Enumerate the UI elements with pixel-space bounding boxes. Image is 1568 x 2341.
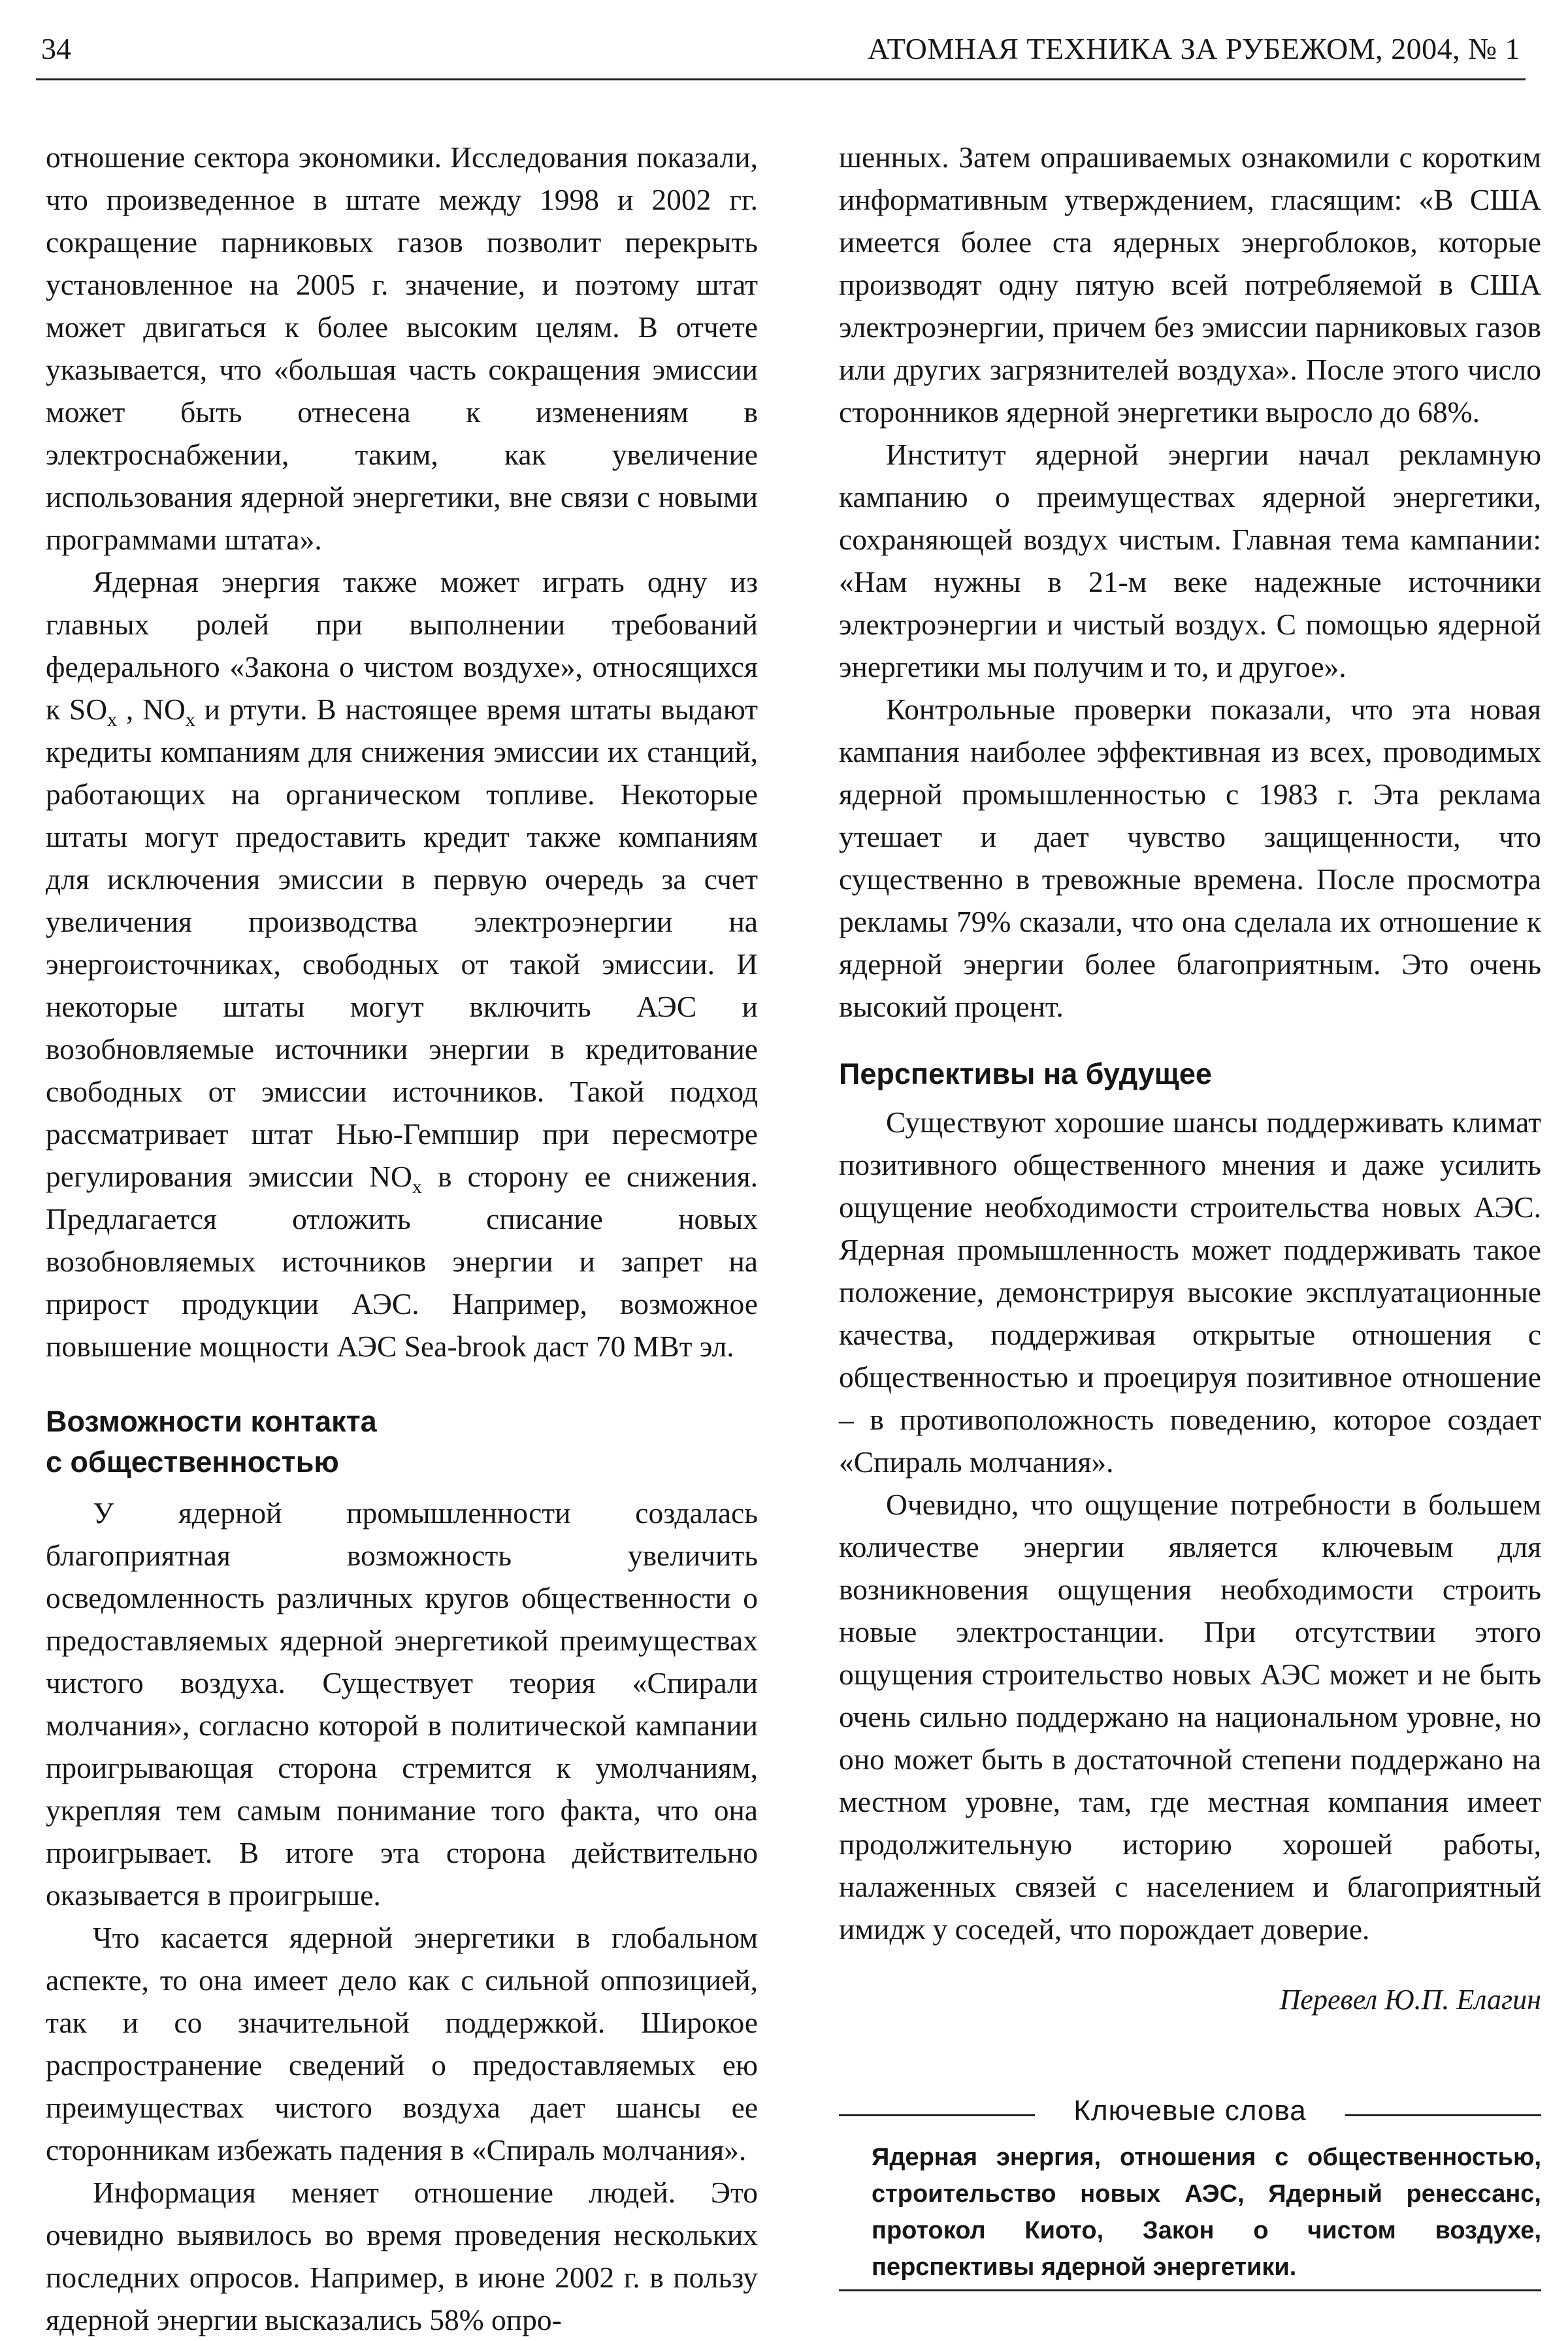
translator-signature: Перевел Ю.П. Елагин [1279, 1984, 1541, 2016]
keywords-heading [839, 2095, 1541, 2131]
heading-line: Возможности контакта [46, 1405, 377, 1438]
running-header [36, 26, 1526, 80]
paragraph: Информация меняет отношение людей. Это очевидно выявилось во время проведения нескольких последних опросов. Например, в июне 2002 г. в пользу ядерной энергии высказались 58% опро- [46, 2176, 758, 2336]
journal-title: АТОМНАЯ ТЕХНИКА ЗА РУБЕЖОМ, 2004, № 1 [867, 32, 1520, 65]
divider [1345, 2114, 1541, 2116]
paragraph: Существуют хорошие шансы поддерживать климат позитивного общественного мнения и даже усилить ощущение необходимости строительства новых АЭС. Ядерная промышленность может поддерживать такое положение, демонстрируя высокие эксплуатационные качества, поддерживая открытые отношения с общественностью и проецируя позитивное отношение – в противоположность поведению, которое создает «Спираль молчания». [839, 1105, 1541, 1479]
paragraph: У ядерной промышленности создалась благоприятная возможность увеличить осведомленность различных кругов общественности о предоставляемых ядерной энергетикой преимуществах чистого воздуха. Существует теория «Спирали молчания», согласно которой в политической кампании проигрывающая сторона стремится к умолчаниям, укрепляя тем самым понимание того факта, что она проигрывает. В итоге эта сторона действительно оказывается в проигрыше. [46, 1496, 758, 1912]
section-heading [46, 1401, 758, 1482]
paragraph: Контрольные проверки показали, что эта новая кампания наиболее эффективная из всех, проводимых ядерной промышленностью с 1983 г. Эта реклама утешает и дает чувство защищенности, что существенно в тревожные времена. После просмотра рекламы 79% сказали, что она сделала их отношение к ядерной энергии более благоприятным. Это очень высокий процент. [839, 693, 1541, 1023]
divider [839, 2114, 1035, 2116]
paragraph: Институт ядерной энергии начал рекламную кампанию о преимуществах ядерной энергетики, сохраняющей воздух чистым. Главная тема кампании: «Нам нужны в 21-м веке надежные источники электроэнергии и чистый воздух. С помощью ядерной энергетики мы получим и то, и другое». [839, 438, 1541, 683]
left-column [46, 136, 758, 2341]
keywords-text: Ядерная энергия, отношения с общественностью, строительство новых АЭС, Ядерный ренессанс, протокол Киото, Закон о чистом воздухе, перспективы ядерной энергетики. [839, 2139, 1541, 2291]
paragraph: Что касается ядерной энергетики в глобальном аспекте, то она имеет дело как с сильной оппозицией, так и со значительной поддержкой. Широкое распространение сведений о предоставляемых ею преимуществах чистого воздуха дает шансы ее сторонникам избежать падения в «Спираль молчания». [46, 1921, 758, 2167]
heading-line: с общественностью [46, 1445, 339, 1479]
paragraph: шенных. Затем опрашиваемых ознакомили с коротким информативным утверждением, гласящим: «В США имеется более ста ядерных энергоблоков, которые производят одну пятую всей потребляемой в США электроэнергии, причем без эмиссии парниковых газов или других загрязнителей воздуха». После этого число сторонников ядерной энергетики выросло до 68%. [839, 140, 1541, 429]
paragraph: отношение сектора экономики. Исследования показали, что произведенное в штате между 1998 и 2002 гг. сокращение парниковых газов позволит перекрыть установленное на 2005 г. значение, и поэтому штат может двигаться к более высоким целям. В отчете указывается, что «большая часть сокращения эмиссии может быть отнесена к изменениям в электроснабжении, таким, как увеличение использования ядерной энергетики, вне связи с новыми программами штата». [46, 140, 758, 556]
page-number: 34 [41, 32, 71, 65]
section-heading: Перспективы на будущее [839, 1057, 1212, 1090]
paragraph: Ядерная энергия также может играть одну из главных ролей при выполнении требований федерального «Закона о чистом воздухе», относящихся к $SO_x$ , $NO_x$ и ртути. В настоящее время штаты выдают кредиты компаниям для снижения эмиссии их станций, работающих на органическом топливе. Некоторые штаты могут предоставить кредит также компаниям для исключения эмиссии в первую очередь за счет увеличения производства электроэнергии на энергоисточниках, свободных от такой эмиссии. И некоторые штаты могут включить АЭС и возобновляемые источники энергии в кредитование свободных от эмиссии источников. Такой подход рассматривает штат Нью-Гемпшир при пересмотре регулирования эмиссии $NO_x$ в сторону ее снижения. Предлагается отложить списание новых возобновляемых источников энергии и запрет на прирост продукции АЭС. Например, возможное повышение мощности АЭС Sea-brook даст 70 МВт эл. [46, 565, 759, 1363]
right-column [839, 136, 1541, 2291]
paragraph: Очевидно, что ощущение потребности в большем количестве энергии является ключевым для возникновения ощущения необходимости строить новые электростанции. При отсутствии этого ощущения строительство новых АЭС может и не быть очень сильно поддержано на национальном уровне, но оно может быть в достаточной степени поддержано на местном уровне, там, где местная компания имеет продолжительную историю хорошей работы, налаженных связей с населением и благоприятный имидж у соседей, что порождает доверие. [839, 1488, 1541, 1946]
keywords-title: Ключевые слова [1073, 2095, 1307, 2127]
